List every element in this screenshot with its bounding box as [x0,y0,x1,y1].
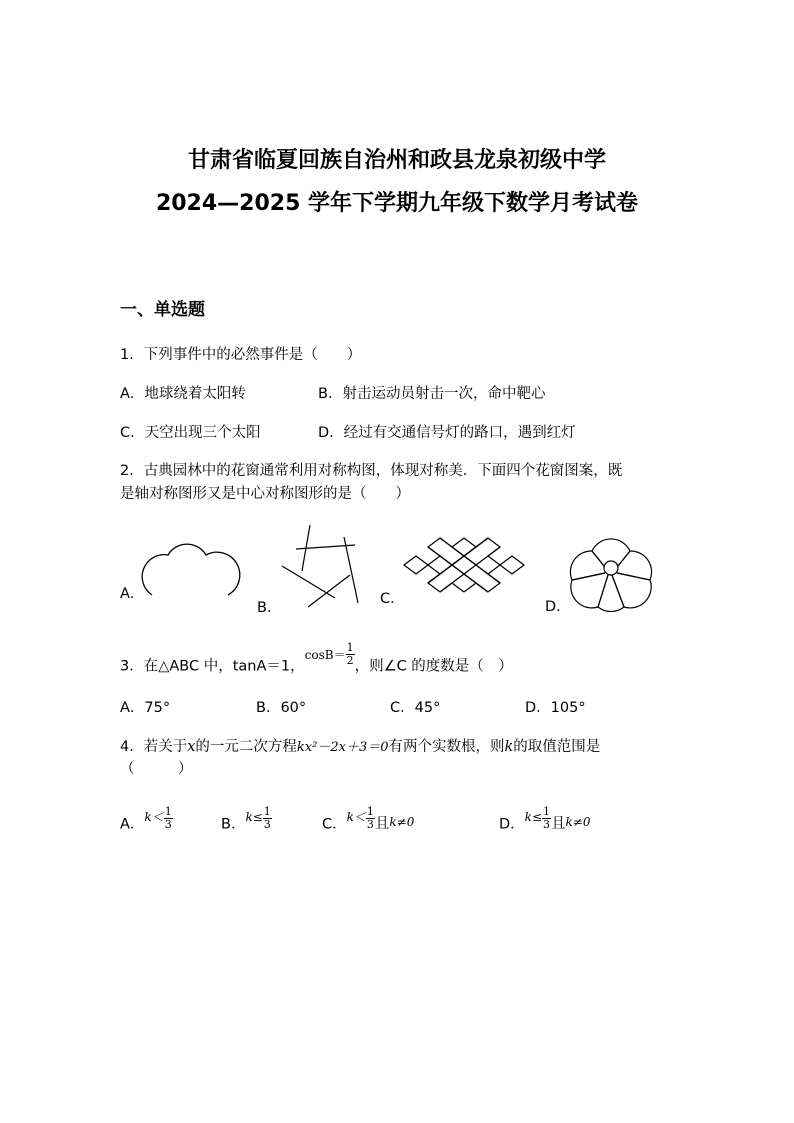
q4-option-a-label: A． [120,816,145,833]
section-heading: 一、单选题 [120,300,205,320]
q4-option-d-num: 1 [543,805,550,818]
q2-figure-d-flower [566,523,656,611]
q4-option-c-tail: 且 [374,815,390,832]
q3-option-a: A．75° [120,700,171,716]
q3-option-d: D．105° [525,700,586,716]
q4-option-b-num: 1 [263,805,271,818]
q3-fraction [346,642,355,667]
q4-option-d-label: D． [499,816,525,833]
q1-option-b: B．射击运动员射击一次，命中靶心 [318,386,546,402]
q2-figure-c-diamond-lattice [402,532,522,598]
q2-option-b-label: B． [257,600,282,616]
q2-option-d-label: D． [545,599,571,615]
q4-option-c-tail2: k≠0 [389,814,415,829]
q4-option-d-den: 3 [543,818,550,831]
question-3-text [120,641,513,679]
q4-option-b-expr: k≤ [245,809,263,824]
q4-option-d-tail2: k≠0 [565,814,591,829]
question-4-text-line1 [120,735,600,756]
q3-frac-num: 1 [346,641,354,654]
q3-cos-label: cosB＝ [304,647,346,662]
q4-text-c: 有两个实数根，则 [388,739,505,755]
q4-equation: kx²－2x＋3＝0 [296,740,389,755]
q4-option-d [499,805,591,837]
q4-var-x: x [187,739,196,755]
q2-option-a-label: A． [120,586,145,602]
q1-option-c: C．天空出现三个太阳 [120,425,261,441]
q3-text-a: 3．在△ABC 中，tanA＝1， [120,658,305,675]
exam-title-line2: 2024—2025 学年下学期九年级下数学月考试卷 [155,191,639,216]
q3-option-b: B．60° [256,700,307,716]
q4-option-a-frac [164,806,173,831]
q3-option-c: C．45° [390,700,441,716]
q4-option-a-num: 1 [164,805,172,818]
q4-text-a: 4．若关于 [120,739,188,755]
q1-option-a: A．地球绕着太阳转 [120,386,246,402]
q1-option-d: D．经过有交通信号灯的路口，遇到红灯 [318,425,576,441]
q4-option-c-frac [366,806,375,831]
q4-text-b: 的一元二次方程 [195,739,297,755]
question-2-text-line2: 是轴对称图形又是中心对称图形的是（ ） [120,486,410,502]
q3-frac-den: 2 [346,654,354,667]
q4-option-a-expr: k＜ [144,809,164,824]
q4-var-k: k [504,739,514,755]
q4-option-b-frac [263,806,272,831]
q4-option-c-label: C． [322,816,347,833]
exam-title-line1: 甘肃省临夏回族自治州和政县龙泉初级中学 [187,148,606,173]
q4-option-d-tail: 且 [551,815,566,832]
q4-option-b-den: 3 [263,818,271,831]
q4-option-c [322,805,415,837]
q4-option-c-den: 3 [366,818,374,831]
q4-option-b-label: B． [221,816,246,833]
question-4-text-line2: （ ） [120,761,193,777]
q4-option-a [120,805,173,837]
question-1-text: 1．下列事件中的必然事件是（ ） [120,347,362,363]
q2-figure-b-pentagon-lines [280,523,360,608]
q4-option-c-num: 1 [366,805,374,818]
q4-option-b [221,805,272,837]
q4-option-a-den: 3 [164,818,172,831]
q2-option-c-label: C． [380,591,405,607]
q3-text-b: ，则∠C 的度数是（ ） [354,658,513,675]
q4-text-d: 的取值范围是 [513,739,601,755]
q4-option-d-expr: k≤ [524,809,542,824]
question-2-text-line1: 2．古典园林中的花窗通常利用对称构图，体现对称美．下面四个花窗图案，既 [120,463,623,479]
q4-option-c-expr: k＜ [346,809,366,824]
q4-option-d-frac [542,806,551,831]
q2-figure-a-cloud [140,535,240,600]
